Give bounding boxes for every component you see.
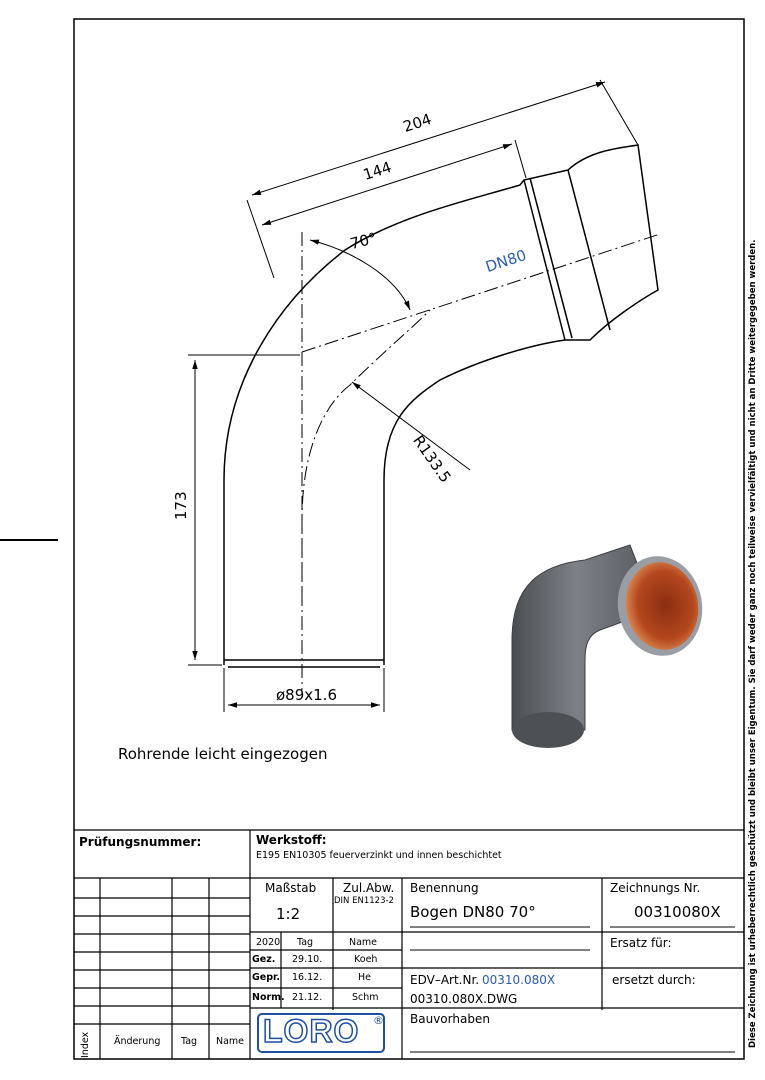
row-tag: 29.10. [292,954,323,965]
dim-angle: 70° [348,229,379,253]
row-label: Gez. [252,954,276,965]
dim-nominal: DN80 [483,245,529,277]
dim-radius: R133.5 [409,432,455,487]
col-tag: Tag [297,937,314,948]
zulabw-value: DIN EN1123-2 [334,896,394,906]
year: 2020 [256,937,281,948]
row-label: Norm. [252,992,285,1003]
row-name: Koeh [354,954,378,965]
col-index: Index [80,1031,91,1058]
zeichnungsnr-label: Zeichnungs Nr. [610,881,701,895]
dim-diameter: ø89x1.6 [276,686,337,704]
row-label: Gepr. [252,972,280,983]
benennung-label: Benennung [410,881,479,895]
col-aenderung: Änderung [114,1036,161,1047]
col-name2: Name [216,1036,245,1047]
zulabw-label: Zul.Abw. [343,881,395,895]
copyright-notice: Diese Zeichnung ist urheberrechtlich geschützt und bleibt unser Eigentum. Sie darf weder ganz noch teilweise vervielfältigt und nicht an Dritte weitergegeben werden. [748,239,758,1048]
row-tag: 21.12. [292,992,323,1003]
dim-overall-length: 204 [400,110,434,136]
ersatz-fuer: Ersatz für: [610,936,672,950]
werkstoff-label: Werkstoff: [256,833,327,847]
dwg-file: 00310.080X.DWG [410,992,518,1006]
drawing-note: Rohrende leicht eingezogen [118,745,328,763]
logo-text: LORO [263,1013,360,1049]
benennung-value: Bogen DN80 70° [410,903,536,921]
ersetzt-durch: ersetzt durch: [612,973,696,987]
logo-reg: ® [373,1014,384,1027]
bauvorhaben: Bauvorhaben [410,1012,490,1026]
col-tag2: Tag [181,1036,198,1047]
row-name: Schm [352,992,379,1003]
massstab-value: 1:2 [276,905,301,923]
massstab-label: Maßstab [265,881,317,895]
pipe-3d-illustration [512,545,710,748]
row-name: He [358,972,371,983]
zeichnungsnr-value: 00310080X [634,903,721,921]
edv-label: EDV–Art.Nr. [410,973,480,987]
row-tag: 16.12. [292,972,323,983]
col-name: Name [349,937,378,948]
pruefungsnummer-label: Prüfungsnummer: [79,835,202,849]
werkstoff-value: E195 EN10305 feuerverzinkt und innen beschichtet [256,850,502,861]
dim-height: 173 [172,491,190,520]
dim-centre-length: 144 [360,158,394,184]
edv-value: 00310.080X [482,973,556,987]
